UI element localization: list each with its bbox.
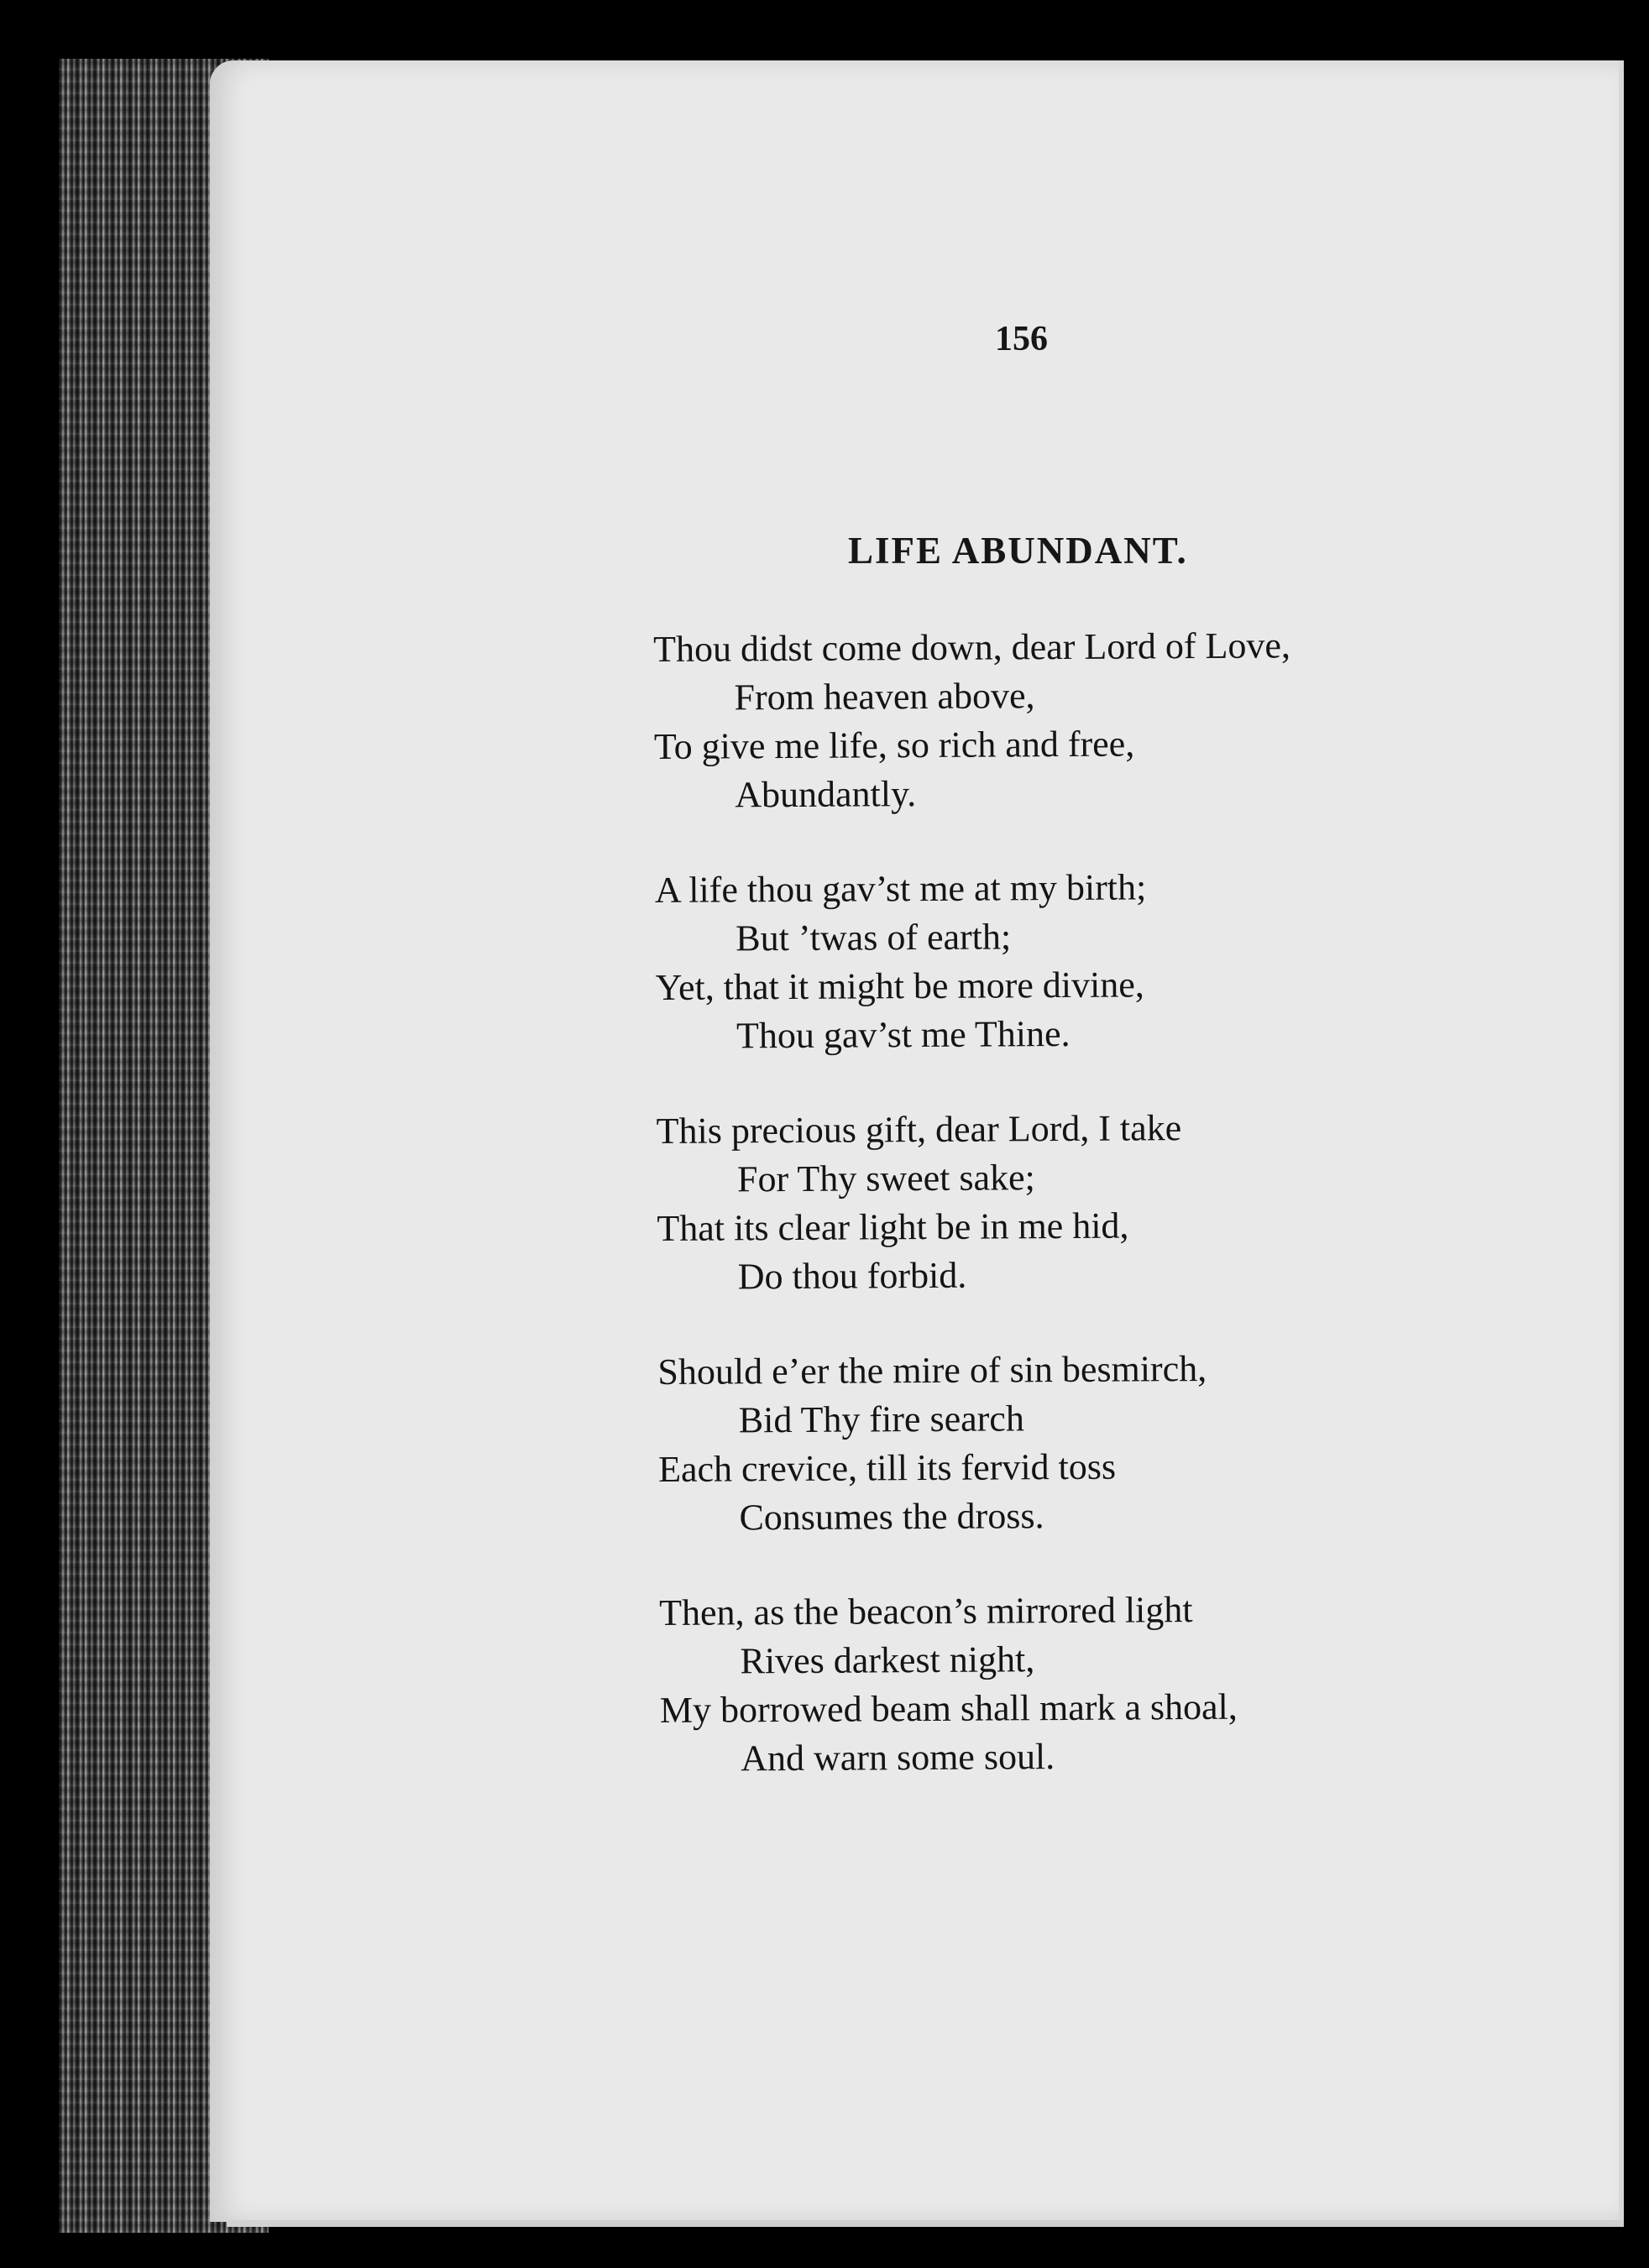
poem-line: Bid Thy fire search [738, 1398, 1025, 1441]
poem-line: This precious gift, dear Lord, I take [656, 1107, 1182, 1152]
poem-line: Rives darkest night, [740, 1638, 1035, 1682]
poem-line: From heaven above, [734, 675, 1035, 719]
poem-line: Then, as the beacon’s mirrored light [659, 1589, 1193, 1633]
page-number: 156 [995, 320, 1048, 358]
poem-line: My borrowed beam shall mark a shoal, [659, 1685, 1238, 1731]
stanza-4 [657, 1342, 1582, 1543]
poem-title: LIFE ABUNDANT. [848, 530, 1188, 572]
poem-line: That its clear light be in me hid, [657, 1205, 1129, 1249]
poem-line: Thou gav’st me Thine. [736, 1012, 1071, 1057]
bottom-page-edge [227, 2220, 1624, 2227]
poem-line: But ’twas of earth; [736, 916, 1012, 959]
poem-line: And warn some soul. [741, 1736, 1055, 1779]
poem-line: To give me life, so rich and free, [653, 723, 1135, 767]
poem-line: Each crevice, till its fervid toss [657, 1445, 1117, 1490]
poem-line: Abundantly. [735, 773, 917, 816]
stanza-1 [653, 619, 1578, 820]
poem-body [653, 619, 1584, 1830]
stanza-5 [659, 1583, 1584, 1784]
poem-line: Should e’er the mire of sin besmirch, [657, 1347, 1207, 1393]
poem-line: For Thy sweet sake; [736, 1157, 1035, 1200]
stanza-3 [657, 1101, 1581, 1302]
poem-line: Do thou forbid. [737, 1254, 967, 1298]
poem-line: Yet, that it might be more divine, [655, 964, 1144, 1008]
poem-line: A life thou gav’st me at my birth; [654, 866, 1147, 911]
poem-line: Consumes the dross. [739, 1495, 1044, 1539]
stanza-2 [655, 860, 1579, 1061]
poem-line: Thou didst come down, dear Lord of Love, [653, 624, 1291, 670]
right-page-edge [1619, 60, 1624, 2222]
